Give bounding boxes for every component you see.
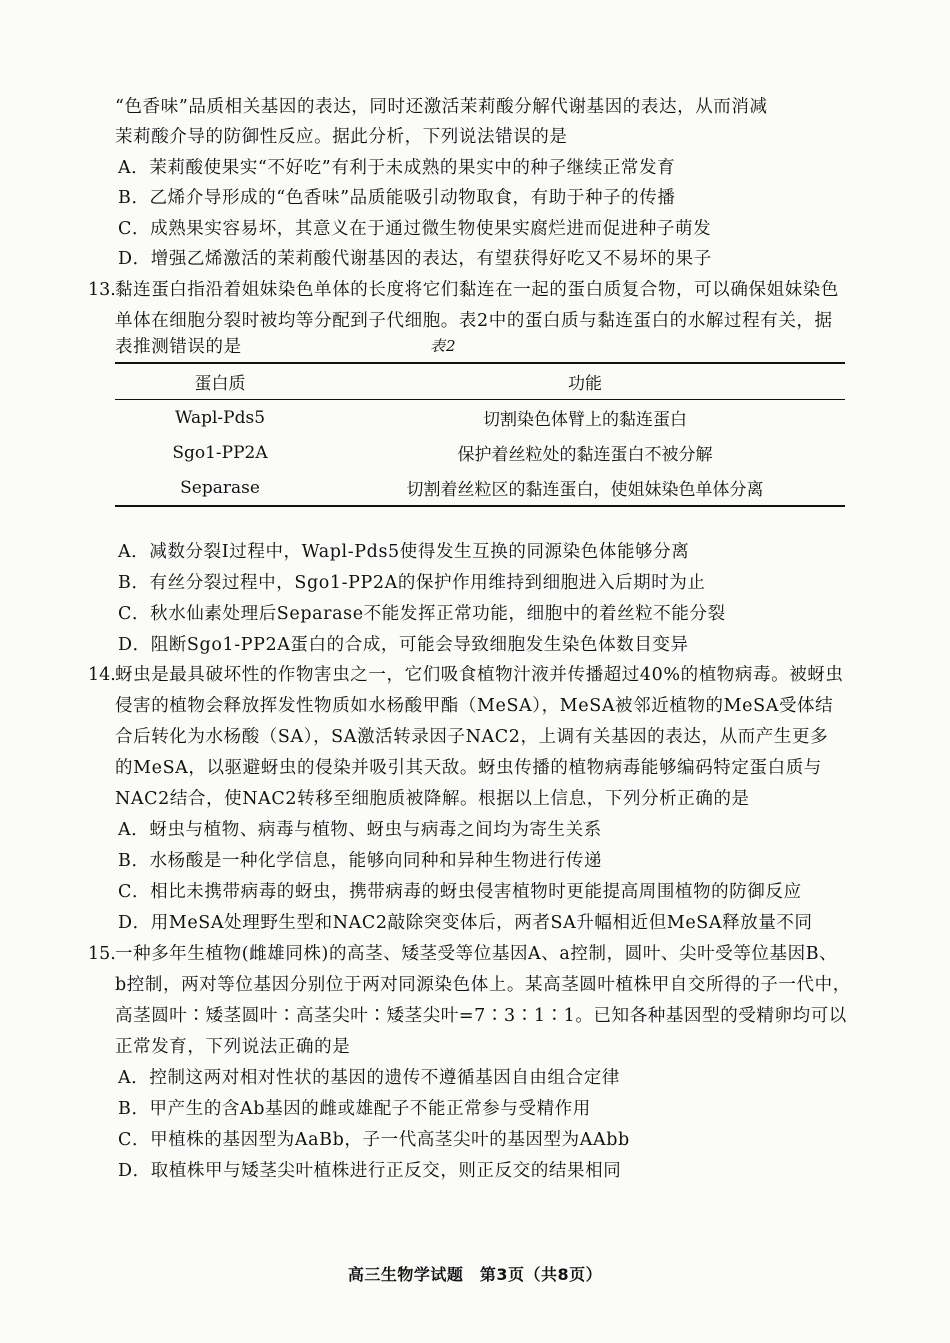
table-header-protein: 蛋白质 <box>194 374 246 394</box>
q12-stem-line-2: 茉莉酸介导的防御性反应。据此分析，下列说法错误的是 <box>115 127 568 147</box>
q12-option-d: D．增强乙烯激活的茉莉酸代谢基因的表达，有望获得好吃又不易坏的果子 <box>118 249 712 269</box>
table-header-function: 功能 <box>568 374 602 394</box>
table-cell-function: 切割着丝粒区的黏连蛋白，使姐妹染色单体分离 <box>406 480 764 500</box>
q12-option-a: A．茉莉酸使果实“不好吃”有利于未成熟的果实中的种子继续正常发育 <box>118 158 676 178</box>
table-caption: 表2 <box>430 337 457 355</box>
q13-option-d: D．阻断Sgo1-PP2A蛋白的合成，可能会导致细胞发生染色体数目变异 <box>118 635 689 655</box>
q13-option-a: A．减数分裂Ⅰ过程中，Wapl-Pds5使得发生互换的同源染色体能够分离 <box>118 542 690 562</box>
table-header-row <box>115 363 845 400</box>
q13-option-b: B．有丝分裂过程中，Sgo1-PP2A的保护作用维持到细胞进入后期时为止 <box>118 573 706 593</box>
q14-stem-line-2: 侵害的植物会释放挥发性物质如水杨酸甲酯（MeSA），MeSA被邻近植物的MeSA受体结 <box>115 696 834 716</box>
q14-stem-line-5: NAC2结合，使NAC2转移至细胞质被降解。根据以上信息，下列分析正确的是 <box>115 789 750 809</box>
q13-stem-line-1: 黏连蛋白指沿着姐妹染色单体的长度将它们黏连在一起的蛋白质复合物，可以确保姐妹染色 <box>115 280 839 300</box>
q15-number: 15. <box>88 944 116 964</box>
q14-number: 14. <box>88 665 116 685</box>
q15-option-c: C．甲植株的基因型为AaBb，子一代高茎尖叶的基因型为AAbb <box>118 1130 630 1150</box>
q14-stem-line-3: 合后转化为水杨酸（SA），SA激活转录因子NAC2，上调有关基因的表达，从而产生更多 <box>115 727 829 747</box>
q14-option-b: B．水杨酸是一种化学信息，能够向同种和异种生物进行传递 <box>118 851 603 871</box>
q14-stem-line-4: 的MeSA，以驱避蚜虫的侵染并吸引其天敌。蚜虫传播的植物病毒能够编码特定蛋白质与 <box>115 758 822 778</box>
q13-number: 13. <box>88 280 116 300</box>
q15-option-a: A．控制这两对相对性状的基因的遗传不遵循基因自由组合定律 <box>118 1068 620 1088</box>
table-row <box>115 435 845 470</box>
q13-option-c: C．秋水仙素处理后Separase不能发挥正常功能，细胞中的着丝粒不能分裂 <box>118 604 726 624</box>
table-row <box>115 400 845 436</box>
q15-option-b: B．甲产生的含Ab基因的雌或雄配子不能正常参与受精作用 <box>118 1099 591 1119</box>
q15-stem-line-3: 高茎圆叶∶矮茎圆叶∶高茎尖叶∶矮茎尖叶=7∶3∶1∶1。已知各种基因型的受精卵均可以 <box>115 1006 847 1026</box>
q14-option-c: C．相比未携带病毒的蚜虫，携带病毒的蚜虫侵害植物时更能提高周围植物的防御反应 <box>118 882 802 902</box>
table-cell-protein: Sgo1-PP2A <box>172 442 268 463</box>
q14-stem-line-1: 蚜虫是最具破坏性的作物害虫之一，它们吸食植物汁液并传播超过40%的植物病毒。被蚜虫 <box>115 665 844 685</box>
q12-option-b: B．乙烯介导形成的“色香味”品质能吸引动物取食，有助于种子的传播 <box>118 188 676 208</box>
q13-stem-line-3: 表推测错误的是 <box>115 337 242 357</box>
table-row <box>115 470 845 506</box>
table-cell-protein: Separase <box>180 477 260 498</box>
table-cell-protein: Wapl-Pds5 <box>174 407 266 428</box>
q15-stem-line-4: 正常发育，下列说法正确的是 <box>115 1037 351 1057</box>
page-footer: 高三生物学试题 第3页（共8页） <box>347 1265 603 1284</box>
q14-option-d: D．用MeSA处理野生型和NAC2敲除突变体后，两者SA升幅相近但MeSA释放量不同 <box>118 913 813 933</box>
protein-function-table <box>115 362 845 507</box>
q14-option-a: A．蚜虫与植物、病毒与植物、蚜虫与病毒之间均为寄生关系 <box>118 820 602 840</box>
q15-stem-line-1: 一种多年生植物(雌雄同株)的高茎、矮茎受等位基因A、a控制，圆叶、尖叶受等位基因B、 <box>115 944 838 964</box>
q15-stem-line-2: b控制，两对等位基因分别位于两对同源染色体上。某高茎圆叶植株甲自交所得的子一代中， <box>115 975 851 995</box>
table-cell-function: 保护着丝粒处的黏连蛋白不被分解 <box>457 445 713 465</box>
q12-option-c: C．成熟果实容易坏，其意义在于通过微生物使果实腐烂进而促进种子萌发 <box>118 219 712 239</box>
q13-stem-line-2: 单体在细胞分裂时被均等分配到子代细胞。表2中的蛋白质与黏连蛋白的水解过程有关，据 <box>115 311 833 331</box>
q15-option-d: D．取植株甲与矮茎尖叶植株进行正反交，则正反交的结果相同 <box>118 1161 622 1181</box>
q12-stem-line-1: “色香味”品质相关基因的表达，同时还激活茉莉酸分解代谢基因的表达，从而消减 <box>115 97 768 117</box>
table-cell-function: 切割染色体臂上的黏连蛋白 <box>483 410 687 430</box>
